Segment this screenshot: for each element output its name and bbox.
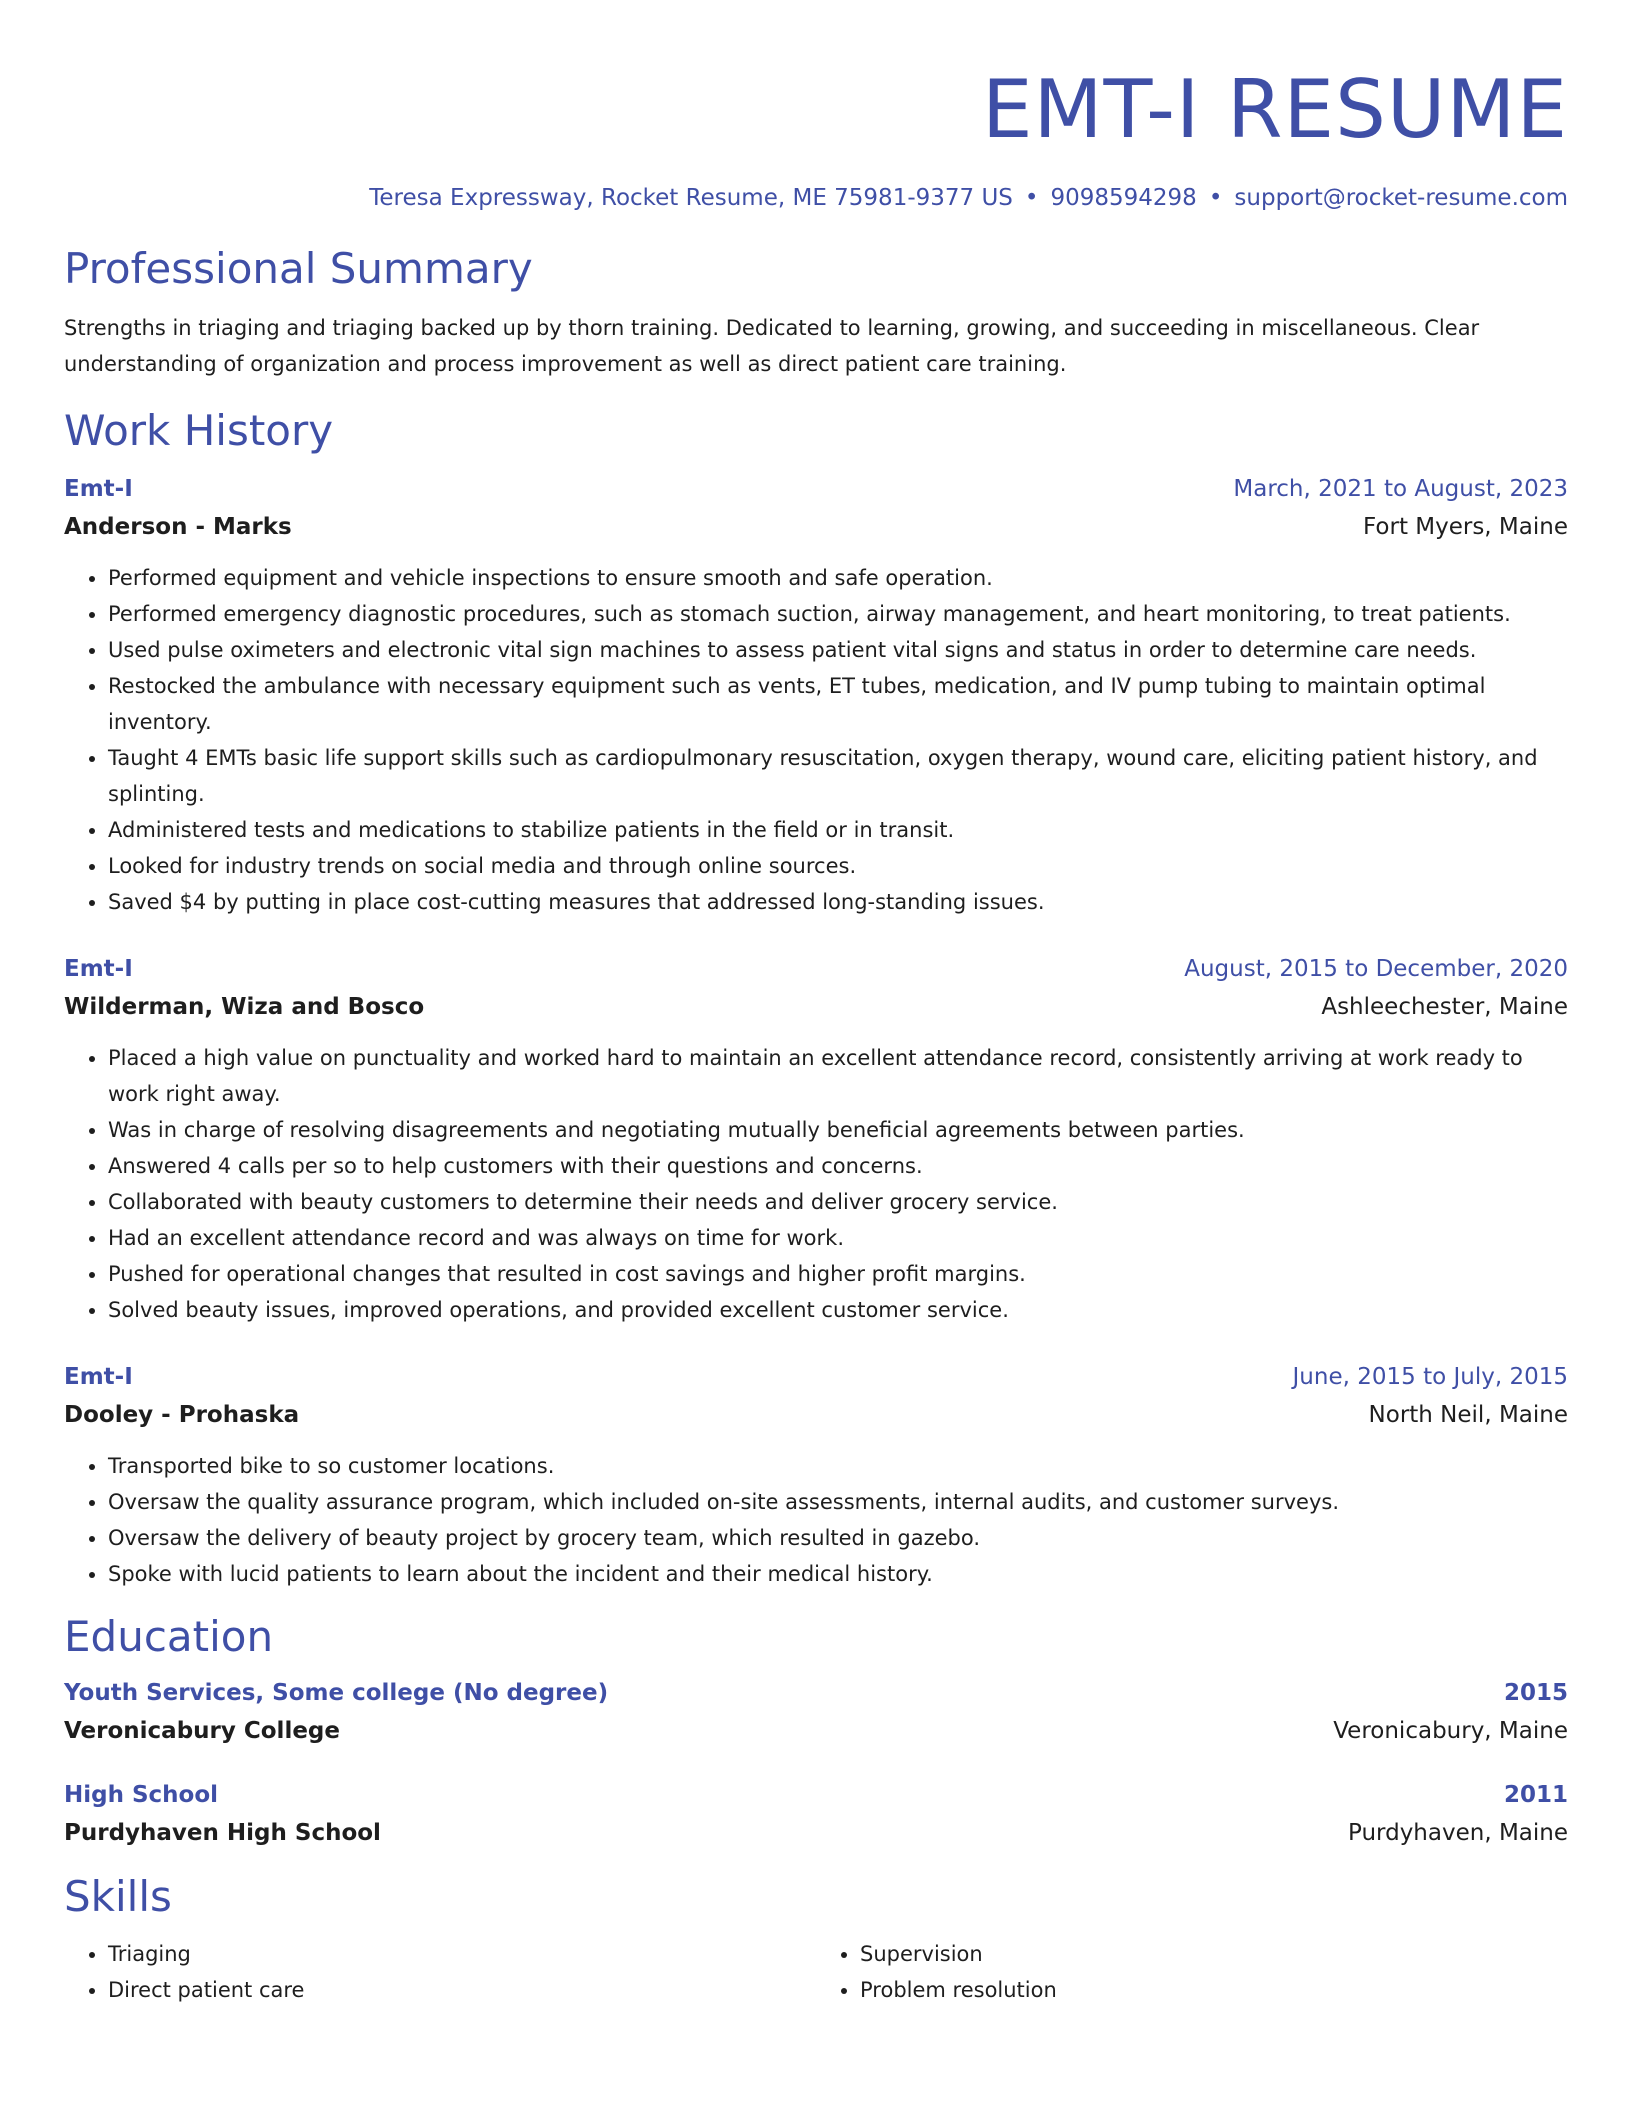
job-entry [64, 1358, 1568, 1592]
education-entry [64, 1776, 1568, 1852]
education-degree-row [64, 1776, 1568, 1814]
skill-item: • Triaging [108, 1936, 816, 1972]
education-school: Purdyhaven High School [64, 1820, 381, 1846]
skill-item: • Problem resolution [860, 1972, 1568, 2008]
job-title: Emt-I [64, 956, 133, 982]
education-entry [64, 1674, 1568, 1750]
summary-heading: Professional Summary [64, 244, 533, 293]
resume-title: EMT-I RESUME [981, 63, 1568, 156]
job-bullet: • Saved $4 by putting in place cost-cutting measures that addressed long-standing issues. [108, 884, 1568, 920]
job-dates: August, 2015 to December, 2020 [1184, 956, 1568, 982]
job-bullet: • Placed a high value on punctuality and worked hard to maintain an excellent attendance record, consistently arriving at work ready to work right away. [108, 1040, 1568, 1112]
job-bullet: • Was in charge of resolving disagreements and negotiating mutually beneficial agreements between parties. [108, 1112, 1568, 1148]
job-bullet: • Performed emergency diagnostic procedures, such as stomach suction, airway management, and heart monitoring, to treat patients. [108, 596, 1568, 632]
job-bullet: • Looked for industry trends on social media and through online sources. [108, 848, 1568, 884]
education-year: 2015 [1503, 1680, 1568, 1706]
education-location: Purdyhaven, Maine [1348, 1820, 1568, 1846]
education-heading: Education [64, 1612, 274, 1661]
job-bullet: • Performed equipment and vehicle inspections to ensure smooth and safe operation. [108, 560, 1568, 596]
job-employer-row [64, 1396, 1568, 1434]
contact-separator: • [1024, 185, 1039, 211]
job-dates: March, 2021 to August, 2023 [1233, 476, 1568, 502]
education-school: Veronicabury College [64, 1718, 340, 1744]
job-employer: Anderson - Marks [64, 514, 292, 540]
job-bullet: • Solved beauty issues, improved operations, and provided excellent customer service. [108, 1292, 1568, 1328]
education-school-row [64, 1814, 1568, 1852]
contact-line [64, 182, 1568, 214]
job-bullet: • Collaborated with beauty customers to determine their needs and deliver grocery service. [108, 1184, 1568, 1220]
skills-column-left [64, 1936, 816, 2008]
education-location: Veronicabury, Maine [1333, 1718, 1568, 1744]
job-bullet: • Used pulse oximeters and electronic vital sign machines to assess patient vital signs and status in order to determine care needs. [108, 632, 1568, 668]
contact-address: Teresa Expressway, Rocket Resume, ME 75981-9377 US [369, 185, 1013, 211]
job-header-row [64, 470, 1568, 508]
education-degree: Youth Services, Some college (No degree) [64, 1680, 609, 1706]
job-bullet: • Transported bike to so customer locations. [108, 1448, 1568, 1484]
job-entry [64, 470, 1568, 920]
skills-column-right [816, 1936, 1568, 2008]
job-bullet: • Oversaw the quality assurance program, which included on-site assessments, internal audits, and customer surveys. [108, 1484, 1568, 1520]
skills-list [64, 1936, 1568, 2008]
job-bullet: • Administered tests and medications to stabilize patients in the field or in transit. [108, 812, 1568, 848]
education-school-row [64, 1712, 1568, 1750]
job-bullet: • Had an excellent attendance record and was always on time for work. [108, 1220, 1568, 1256]
job-employer: Dooley - Prohaska [64, 1402, 300, 1428]
job-bullet: • Oversaw the delivery of beauty project by grocery team, which resulted in gazebo. [108, 1520, 1568, 1556]
contact-phone: 9098594298 [1050, 185, 1197, 211]
contact-email: support@rocket-resume.com [1234, 185, 1568, 211]
job-entry [64, 950, 1568, 1328]
job-bullet: • Restocked the ambulance with necessary equipment such as vents, ET tubes, medication, and IV pump tubing to maintain optimal inventory. [108, 668, 1568, 740]
job-location: Ashleechester, Maine [1321, 994, 1568, 1020]
work-history-heading: Work History [64, 406, 334, 455]
job-bullet: • Pushed for operational changes that resulted in cost savings and higher profit margins. [108, 1256, 1568, 1292]
summary-text: Strengths in triaging and triaging backed up by thorn training. Dedicated to learning, growing, and succeeding in miscellaneous. Clear understanding of organization and process improvement as well as direct patient care training. [64, 316, 1480, 376]
job-header-row [64, 950, 1568, 988]
skills-heading: Skills [64, 1872, 172, 1921]
job-bullets [64, 560, 1568, 920]
skill-item: • Supervision [860, 1936, 1568, 1972]
job-header-row [64, 1358, 1568, 1396]
education-degree-row [64, 1674, 1568, 1712]
job-employer-row [64, 988, 1568, 1026]
job-bullet: • Answered 4 calls per so to help customers with their questions and concerns. [108, 1148, 1568, 1184]
job-title: Emt-I [64, 476, 133, 502]
job-dates: June, 2015 to July, 2015 [1292, 1364, 1568, 1390]
job-bullets [64, 1040, 1568, 1328]
job-location: North Neil, Maine [1368, 1402, 1568, 1428]
job-location: Fort Myers, Maine [1363, 514, 1568, 540]
education-degree: High School [64, 1782, 219, 1808]
education-year: 2011 [1503, 1782, 1568, 1808]
skill-item: • Direct patient care [108, 1972, 816, 2008]
job-bullet: • Taught 4 EMTs basic life support skills such as cardiopulmonary resuscitation, oxygen therapy, wound care, eliciting patient history, and splinting. [108, 740, 1568, 812]
job-bullets [64, 1448, 1568, 1592]
job-title: Emt-I [64, 1364, 133, 1390]
contact-separator: • [1208, 185, 1223, 211]
job-employer-row [64, 508, 1568, 546]
job-bullet: • Spoke with lucid patients to learn about the incident and their medical history. [108, 1556, 1568, 1592]
job-employer: Wilderman, Wiza and Bosco [64, 994, 425, 1020]
